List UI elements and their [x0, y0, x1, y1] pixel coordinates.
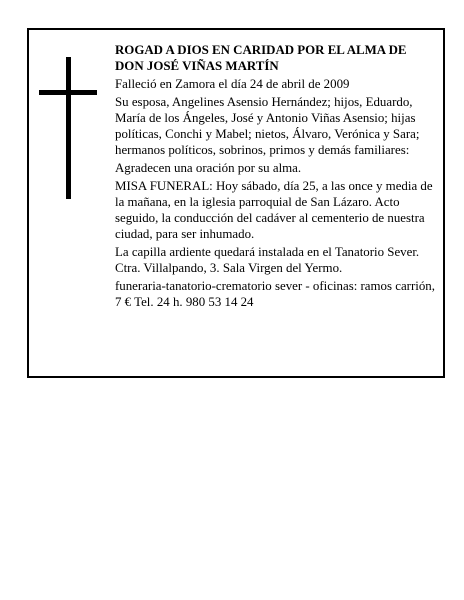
notice-title: ROGAD A DIOS EN CARIDAD POR EL ALMA DE DON JOSÉ VIÑAS MARTÍN — [115, 43, 407, 73]
death-date-line: Falleció en Zamora el día 24 de abril de 2009 — [115, 77, 350, 91]
cross-vertical-bar — [66, 57, 71, 199]
family-list: Su esposa, Angelines Asensio Hernández; hijos, Eduardo, María de los Ángeles, José y Antonio Viñas Asensio; hijas políticas, Conchi y Mabel; nietos, Álvaro, Verónica y Sara; hermanos políticos, sobrinos, primos y demás familiares: — [115, 95, 420, 157]
notice-text — [115, 42, 437, 310]
cross-icon — [39, 57, 97, 199]
chapel-info: La capilla ardiente quedará instalada en el Tanatorio Sever. Ctra. Villalpando, 3. Sala Virgen del Yermo. — [115, 245, 420, 275]
prayer-request: Agradecen una oración por su alma. — [115, 161, 302, 175]
funeral-home-contact: funeraria-tanatorio-crematorio sever - oficinas: ramos carrión, 7 € Tel. 24 h. 980 53 14 24 — [115, 279, 435, 309]
funeral-mass-info: MISA FUNERAL: Hoy sábado, día 25, a las once y media de la mañana, en la iglesia parroquial de San Lázaro. Acto seguido, la conducción del cadáver al cementerio de nuestra ciudad, para ser inhumado. — [115, 179, 433, 241]
cross-horizontal-bar — [39, 90, 97, 95]
obituary-notice — [27, 28, 445, 378]
